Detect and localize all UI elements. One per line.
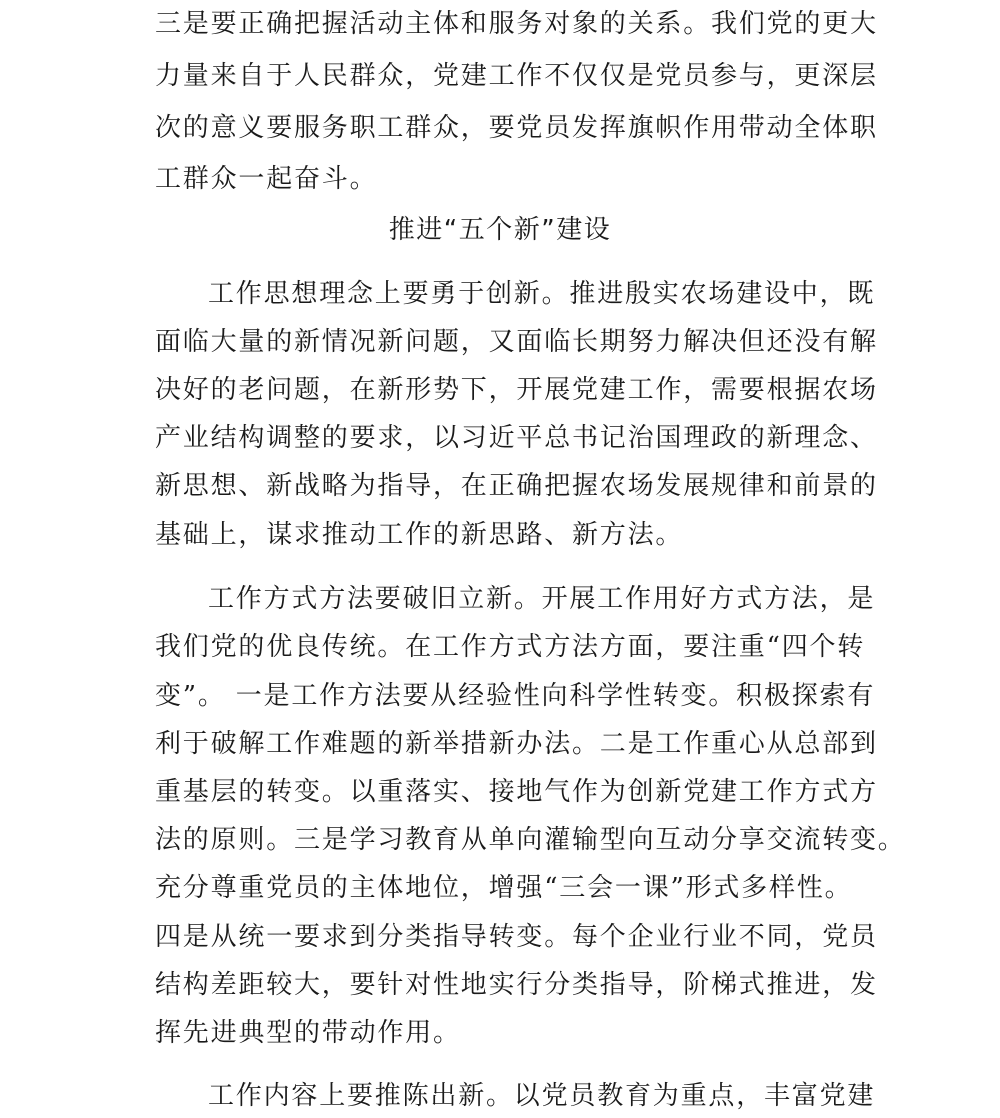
paragraph-line: 充分尊重党员的主体地位，增强“三会一课”形式多样性。 (155, 873, 853, 903)
paragraph-line: 挥先进典型的带动作用。 (155, 1018, 461, 1048)
paragraph-line: 利于破解工作难题的新举措新办法。二是工作重心从总部到 (155, 729, 878, 759)
paragraph-line: 工作方式方法要破旧立新。开展工作用好方式方法，是 (208, 584, 876, 614)
paragraph-line: 决好的老问题，在新形势下，开展党建工作，需要根据农场 (155, 375, 878, 405)
paragraph-line: 次的意义要服务职工群众，要党员发挥旗帜作用带动全体职 (155, 113, 878, 143)
paragraph-line: 我们党的优良传统。在工作方式方法方面，要注重“四个转 (155, 632, 866, 662)
paragraph-line: 工作内容上要推陈出新。以党员教育为重点，丰富党建 (208, 1081, 876, 1111)
paragraph-line: 结构差距较大，要针对性地实行分类指导，阶梯式推进，发 (155, 970, 878, 1000)
paragraph-line: 新思想、新战略为指导，在正确把握农场发展规律和前景的 (155, 471, 878, 501)
paragraph-line: 变”。 一是工作方法要从经验性向科学性转变。积极探索有 (155, 681, 876, 711)
paragraph-line: 力量来自于人民群众，党建工作不仅仅是党员参与，更深层 (155, 61, 878, 91)
paragraph-line: 面临大量的新情况新问题，又面临长期努力解决但还没有解 (155, 327, 878, 357)
paragraph-line: 法的原则。三是学习教育从单向灌输型向互动分享交流转变。 (155, 825, 906, 855)
paragraph-line: 产业结构调整的要求，以习近平总书记治国理政的新理念、 (155, 423, 878, 453)
paragraph-line: 基础上，谋求推动工作的新思路、新方法。 (155, 520, 684, 550)
paragraph-line: 四是从统一要求到分类指导转变。每个企业行业不同，党员 (155, 922, 878, 952)
paragraph-line: 工群众一起奋斗。 (155, 164, 378, 194)
section-heading: 推进“五个新”建设 (388, 215, 612, 245)
paragraph-line: 重基层的转变。以重落实、接地气作为创新党建工作方式方 (155, 777, 878, 807)
paragraph-line: 三是要正确把握活动主体和服务对象的关系。我们党的更大 (155, 9, 878, 39)
paragraph-line: 工作思想理念上要勇于创新。推进殷实农场建设中，既 (208, 279, 876, 309)
